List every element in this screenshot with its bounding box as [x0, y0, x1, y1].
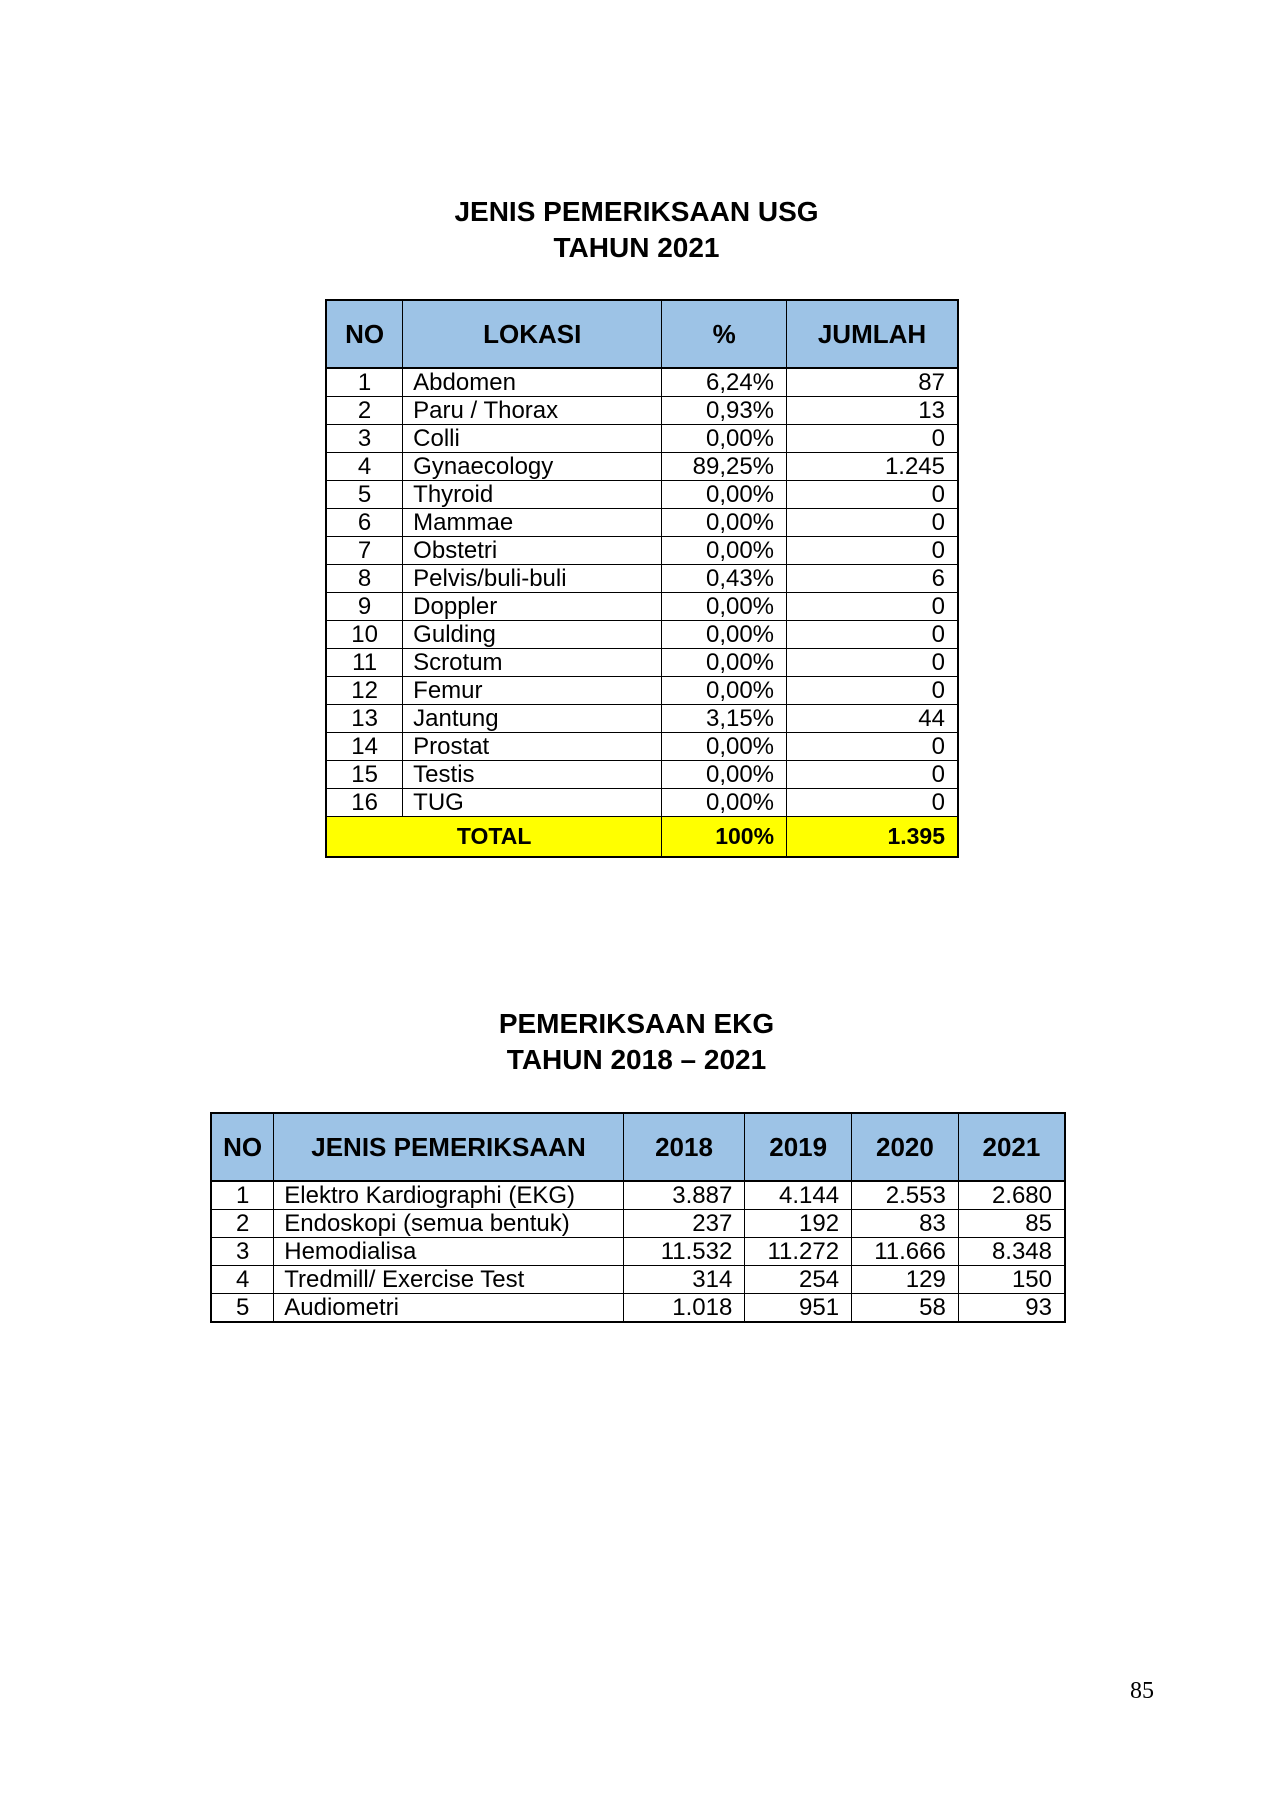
usg-cell-no: 6 — [326, 509, 403, 537]
usg-cell-lokasi: Doppler — [403, 593, 662, 621]
usg-cell-jumlah: 0 — [787, 593, 958, 621]
usg-cell-no: 12 — [326, 677, 403, 705]
usg-cell-persen: 89,25% — [662, 453, 787, 481]
usg-cell-persen: 0,00% — [662, 593, 787, 621]
ekg-header-2020: 2020 — [852, 1113, 959, 1181]
usg-header-persen: % — [662, 300, 787, 368]
usg-cell-jumlah: 0 — [787, 509, 958, 537]
usg-cell-jumlah: 13 — [787, 397, 958, 425]
ekg-cell-no: 5 — [211, 1294, 274, 1323]
usg-cell-jumlah: 0 — [787, 733, 958, 761]
usg-header-lokasi: LOKASI — [403, 300, 662, 368]
usg-total-persen: 100% — [662, 817, 787, 858]
ekg-cell-no: 2 — [211, 1210, 274, 1238]
usg-row — [326, 509, 958, 537]
ekg-cell-y2018: 314 — [623, 1266, 745, 1294]
usg-cell-lokasi: Femur — [403, 677, 662, 705]
usg-row — [326, 789, 958, 817]
ekg-cell-y2020: 58 — [852, 1294, 959, 1323]
ekg-title-line2: TAHUN 2018 – 2021 — [506, 1044, 767, 1075]
usg-cell-lokasi: Gulding — [403, 621, 662, 649]
usg-total-row — [326, 817, 958, 858]
usg-cell-lokasi: Prostat — [403, 733, 662, 761]
ekg-cell-no: 1 — [211, 1181, 274, 1210]
usg-cell-persen: 0,00% — [662, 649, 787, 677]
usg-cell-persen: 0,00% — [662, 509, 787, 537]
ekg-header-no: NO — [211, 1113, 274, 1181]
usg-cell-no: 9 — [326, 593, 403, 621]
usg-cell-jumlah: 0 — [787, 621, 958, 649]
ekg-row — [211, 1238, 1065, 1266]
ekg-cell-y2020: 2.553 — [852, 1181, 959, 1210]
ekg-header-row — [211, 1113, 1065, 1181]
usg-table — [325, 299, 959, 858]
ekg-cell-jenis: Audiometri — [274, 1294, 623, 1323]
ekg-cell-y2019: 4.144 — [745, 1181, 852, 1210]
usg-total-label: TOTAL — [326, 817, 662, 858]
ekg-cell-y2020: 129 — [852, 1266, 959, 1294]
usg-header-jumlah: JUMLAH — [787, 300, 958, 368]
usg-header-no: NO — [326, 300, 403, 368]
page-number: 85 — [1130, 1678, 1154, 1704]
usg-cell-jumlah: 0 — [787, 677, 958, 705]
usg-cell-lokasi: Jantung — [403, 705, 662, 733]
usg-cell-lokasi: Paru / Thorax — [403, 397, 662, 425]
ekg-title — [0, 1006, 1273, 1078]
ekg-cell-y2018: 3.887 — [623, 1181, 745, 1210]
usg-cell-no: 16 — [326, 789, 403, 817]
usg-cell-lokasi: Gynaecology — [403, 453, 662, 481]
ekg-cell-y2018: 237 — [623, 1210, 745, 1238]
ekg-header-2019: 2019 — [745, 1113, 852, 1181]
usg-cell-no: 13 — [326, 705, 403, 733]
usg-cell-no: 14 — [326, 733, 403, 761]
ekg-row — [211, 1294, 1065, 1323]
usg-cell-no: 8 — [326, 565, 403, 593]
usg-cell-persen: 0,00% — [662, 425, 787, 453]
usg-row — [326, 705, 958, 733]
usg-cell-jumlah: 87 — [787, 368, 958, 397]
ekg-cell-y2021: 93 — [958, 1294, 1065, 1323]
usg-cell-no: 7 — [326, 537, 403, 565]
ekg-cell-y2019: 951 — [745, 1294, 852, 1323]
usg-cell-no: 3 — [326, 425, 403, 453]
usg-row — [326, 593, 958, 621]
usg-cell-persen: 0,00% — [662, 761, 787, 789]
usg-cell-no: 10 — [326, 621, 403, 649]
usg-row — [326, 481, 958, 509]
ekg-row — [211, 1266, 1065, 1294]
usg-cell-lokasi: Testis — [403, 761, 662, 789]
usg-cell-no: 1 — [326, 368, 403, 397]
usg-cell-jumlah: 0 — [787, 761, 958, 789]
ekg-cell-y2021: 8.348 — [958, 1238, 1065, 1266]
usg-row — [326, 453, 958, 481]
usg-cell-lokasi: Mammae — [403, 509, 662, 537]
usg-cell-persen: 3,15% — [662, 705, 787, 733]
usg-cell-persen: 0,00% — [662, 537, 787, 565]
usg-row — [326, 677, 958, 705]
usg-title-line1: JENIS PEMERIKSAAN USG — [454, 196, 819, 227]
usg-row — [326, 621, 958, 649]
usg-row — [326, 565, 958, 593]
ekg-cell-y2021: 85 — [958, 1210, 1065, 1238]
usg-cell-persen: 0,00% — [662, 677, 787, 705]
usg-cell-jumlah: 0 — [787, 789, 958, 817]
usg-cell-lokasi: Colli — [403, 425, 662, 453]
ekg-header-jenis: JENIS PEMERIKSAAN — [274, 1113, 623, 1181]
usg-cell-persen: 0,93% — [662, 397, 787, 425]
usg-cell-persen: 0,00% — [662, 789, 787, 817]
usg-cell-lokasi: Obstetri — [403, 537, 662, 565]
usg-cell-jumlah: 6 — [787, 565, 958, 593]
usg-cell-persen: 0,00% — [662, 481, 787, 509]
ekg-header-2021: 2021 — [958, 1113, 1065, 1181]
ekg-title-line1: PEMERIKSAAN EKG — [498, 1008, 775, 1039]
ekg-cell-no: 4 — [211, 1266, 274, 1294]
usg-total-jumlah: 1.395 — [787, 817, 958, 858]
usg-row — [326, 425, 958, 453]
usg-row — [326, 537, 958, 565]
ekg-cell-jenis: Hemodialisa — [274, 1238, 623, 1266]
usg-row — [326, 733, 958, 761]
usg-cell-jumlah: 1.245 — [787, 453, 958, 481]
ekg-cell-y2018: 11.532 — [623, 1238, 745, 1266]
usg-cell-jumlah: 0 — [787, 537, 958, 565]
usg-cell-lokasi: Thyroid — [403, 481, 662, 509]
usg-cell-no: 5 — [326, 481, 403, 509]
usg-row — [326, 761, 958, 789]
ekg-row — [211, 1210, 1065, 1238]
ekg-cell-y2019: 11.272 — [745, 1238, 852, 1266]
usg-cell-no: 2 — [326, 397, 403, 425]
usg-row — [326, 649, 958, 677]
ekg-cell-jenis: Tredmill/ Exercise Test — [274, 1266, 623, 1294]
ekg-cell-y2021: 2.680 — [958, 1181, 1065, 1210]
usg-cell-jumlah: 0 — [787, 649, 958, 677]
usg-header-row — [326, 300, 958, 368]
ekg-row — [211, 1181, 1065, 1210]
usg-cell-persen: 0,00% — [662, 621, 787, 649]
ekg-cell-no: 3 — [211, 1238, 274, 1266]
ekg-cell-y2018: 1.018 — [623, 1294, 745, 1323]
usg-cell-jumlah: 0 — [787, 481, 958, 509]
usg-row — [326, 397, 958, 425]
ekg-cell-y2019: 254 — [745, 1266, 852, 1294]
ekg-header-2018: 2018 — [623, 1113, 745, 1181]
usg-cell-lokasi: Abdomen — [403, 368, 662, 397]
usg-cell-no: 11 — [326, 649, 403, 677]
ekg-cell-y2019: 192 — [745, 1210, 852, 1238]
ekg-cell-y2020: 11.666 — [852, 1238, 959, 1266]
usg-cell-no: 15 — [326, 761, 403, 789]
usg-cell-persen: 0,43% — [662, 565, 787, 593]
usg-cell-persen: 0,00% — [662, 733, 787, 761]
ekg-cell-jenis: Elektro Kardiographi (EKG) — [274, 1181, 623, 1210]
usg-cell-jumlah: 44 — [787, 705, 958, 733]
usg-cell-lokasi: Scrotum — [403, 649, 662, 677]
ekg-cell-y2021: 150 — [958, 1266, 1065, 1294]
usg-title-line2: TAHUN 2021 — [553, 232, 720, 263]
usg-title — [0, 194, 1273, 266]
usg-cell-jumlah: 0 — [787, 425, 958, 453]
usg-cell-persen: 6,24% — [662, 368, 787, 397]
ekg-table — [210, 1112, 1066, 1323]
usg-row — [326, 368, 958, 397]
ekg-cell-y2020: 83 — [852, 1210, 959, 1238]
usg-cell-lokasi: Pelvis/buli-buli — [403, 565, 662, 593]
usg-cell-lokasi: TUG — [403, 789, 662, 817]
usg-cell-no: 4 — [326, 453, 403, 481]
ekg-cell-jenis: Endoskopi (semua bentuk) — [274, 1210, 623, 1238]
